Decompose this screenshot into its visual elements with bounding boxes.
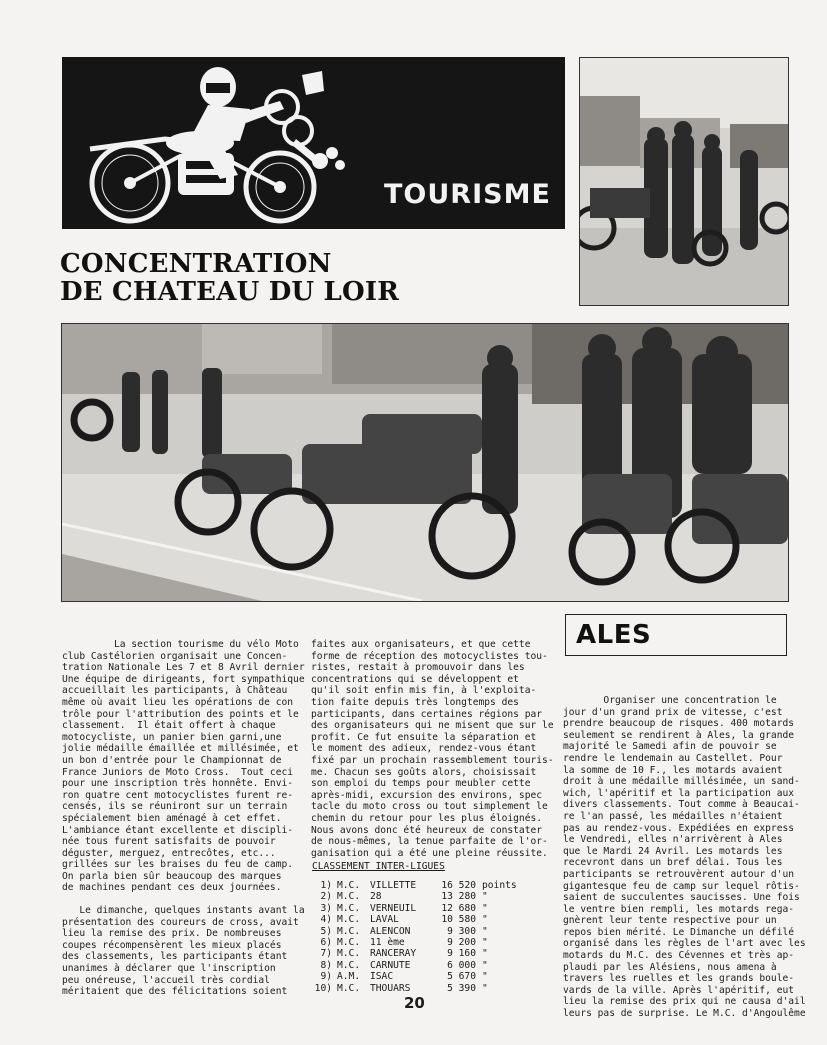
headline-line-2: DE CHATEAU DU LOIR bbox=[60, 277, 400, 307]
table-row: 4) M.C. LAVAL 10 580 " bbox=[320, 914, 488, 926]
table-row: 2) M.C. 28 13 280 " bbox=[320, 891, 488, 903]
table-row: 3) M.C. VERNEUIL 12 680 " bbox=[320, 902, 488, 914]
headline-line-1: CONCENTRATION bbox=[60, 249, 332, 279]
ales-article-body: Organiser une concentration le jour d'un grand prix de vitesse, c'est prendre beaucoup de risques. 400 motards seulement se rendirent à Ales, la grande majorité le Samedi afin de pouvoir se rendre le lendemain au Castellet. Pour la somme de 10 F., les motards avaient droit à une médaille millésimée, un sand- wich, l'apéritif et la participation aux divers classements. Tout comme à Beaucai- re l'an passé, les médailles n'étaient pas au rendez-vous. Expédiées en express le Vendredi, elles n'arrivèrent à Ales que le Mardi 24 Avril. Les motards les recevront dans un bref délai. Tous les participants se retrouvèrent autour d'un gigantesque feu de camp sur lequel rôtis- saient de succulentes saucisses. Une fois le ventre bien rempli, les motards rega- gnèrent leur tente respective pour un repos bien mérité. Le Dimanche un défilé organisé dans les règles de l'art avec les motards du M.C. des Cévennes et très ap- plaudi par les Alésiens, nous amena à travers les ruelles et les grands boule- vards de la ville. Après l'apéritif, eut lieu la remise des prix qui ne causa d'ail leurs pas de surprise. Le M.C. d'Angoulême bbox=[563, 695, 806, 1020]
table-row: 7) M.C. RANCERAY 9 160 " bbox=[320, 948, 488, 960]
article-paragraph-3: faites aux organisateurs, et que cette forme de réception des motocyclistes tou- ristes, restait à promouvoir dans les concentrations qui se développent et qu'il soit enfin mis fin, à l'exploita- tion faite depuis très longtemps des participants, dans certaines régions par des organisateurs qui ne misent que sur le profit. Ce fut ensuite la séparation et le moment des adieux, rendez-vous étant fixé par un prochain rassemblement touris- me. Chacun ses goûts alors, choisissait son emploi du temps pour meubler cette après-midi, excursion des environs, spec tacle du moto cross ou tout simplement le chemin du retour pour les plus éloignés. Nous avons donc été heureux de constater de nous-mêmes, la tenue parfaite de l'or- ganisation qui a été une pleine réussite. bbox=[311, 639, 554, 859]
table-row: 10) M.C. THOUARS 5 390 " bbox=[314, 982, 488, 994]
section-banner bbox=[62, 57, 565, 229]
ales-title-box bbox=[565, 614, 787, 656]
table-row: 6) M.C. 11 ème 9 200 " bbox=[320, 936, 488, 948]
table-row: 5) M.C. ALENCON 9 300 " bbox=[320, 925, 488, 937]
article-paragraph-2: Le dimanche, quelques instants avant la présentation des coureurs de cross, avait lieu la remise des prix. De nombreuses coupes récompensèrent les mieux placés des classements, les participants étant unanimes à déclarer que l'inscription peu onéreuse, l'accueil très cordial méritaient que des félicitations soient bbox=[62, 905, 305, 998]
table-row: 1) M.C. VILLETTE 16 520 points bbox=[320, 880, 517, 891]
photo-motorcyclists-square bbox=[579, 57, 789, 306]
classement-table bbox=[310, 880, 546, 994]
photo-motorcycle-gathering bbox=[61, 323, 789, 602]
table-row: 8) M.C. CARNUTE 6 000 " bbox=[320, 959, 488, 971]
article-headline bbox=[60, 250, 480, 306]
article-paragraph-1: La section tourisme du vélo Moto club Castélorien organisait une Concen- tration Nationale Les 7 et 8 Avril dernier Une équipe de dirigeants, fort sympathique accueillait les participants, à Château même où avait lieu les opérations de con trôle pour l'attribution des points et le classement. Il était offert à chaque motocycliste, un panier bien garni,une jolie médaille émaillée et millésimée, et un bon d'entrée pour le Championnat de France Juniors de Moto Cross. Tout ceci pour une inscription très honnête. Envi- ron quatre cent motocyclistes furent re- censés, ils se réuniront sur un terrain spécialement bien aménagé à cet effet. L'ambiance étant excellente et discipli- née tous furent satisfaits de pouvoir déguster, merguez, entrecôtes, etc... grillées sur les braises du feu de camp. On parla bien sûr beaucoup des marques de machines pendant ces deux journées. bbox=[62, 639, 305, 894]
table-row: 9) A.M. ISAC 5 670 " bbox=[320, 971, 488, 983]
page-number: 20 bbox=[404, 994, 425, 1012]
ales-title: ALES bbox=[576, 620, 652, 650]
classement-title: CLASSEMENT INTER-LIGUES bbox=[312, 861, 445, 872]
section-title: TOURISME bbox=[384, 179, 551, 210]
motorcyclist-illustration bbox=[70, 61, 390, 227]
